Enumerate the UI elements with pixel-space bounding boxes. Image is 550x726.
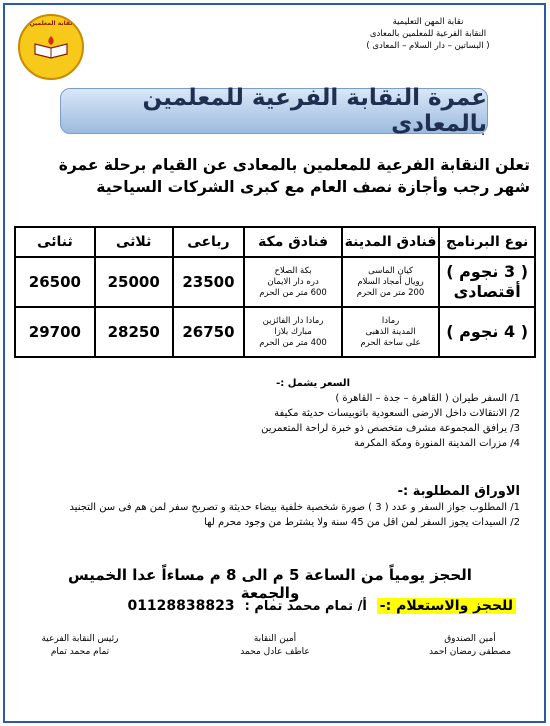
hotel-name: مبارك بلازا <box>274 326 312 337</box>
quad-price: 26750 <box>173 307 245 357</box>
signature-president <box>20 633 140 659</box>
madina-hotel-cell <box>342 257 440 307</box>
double-price: 26500 <box>15 257 95 307</box>
includes-item: 2/ الانتقالات داخل الارضى السعودية باتوبيسات حديثة مكيفة <box>274 408 520 419</box>
program-price-table <box>14 226 536 358</box>
signature-treasurer <box>410 633 530 659</box>
signature-title: أمين الصندوق <box>444 634 496 644</box>
signature-name: عاطف عادل محمد <box>240 647 310 657</box>
program-type-cell <box>439 307 535 357</box>
hotel-distance: على ساحة الحرم <box>360 337 421 348</box>
double-price: 29700 <box>15 307 95 357</box>
program-stars: ( 3 نجوم ) <box>446 262 529 281</box>
inquiry-contact-name: أ/ تمام محمد تمام : <box>244 598 367 614</box>
madina-hotel-cell <box>342 307 440 357</box>
hotel-distance: 400 متر من الحرم <box>259 337 327 348</box>
signature-name: مصطفى رمضان احمد <box>428 647 512 657</box>
triple-price: 25000 <box>95 257 173 307</box>
header-madina-hotels: فنادق المدينة <box>342 227 440 257</box>
logo-text: نقابة المعلمين <box>29 20 73 27</box>
triple-price: 28250 <box>95 307 173 357</box>
documents-title: الاوراق المطلوبة :- <box>397 484 520 499</box>
price-includes-section <box>100 376 520 451</box>
org-line-1: نقابة المهن التعليمية <box>392 17 464 27</box>
hotel-distance: 600 متر من الحرم <box>259 287 327 298</box>
hotel-name: رمادا <box>381 315 400 326</box>
booking-hours: الحجز يومياً من الساعة 5 م الى 8 م مساءاً عدا الخميس والجمعة <box>68 566 472 602</box>
documents-item: 1/ المطلوب جواز السفر و عدد ( 3 ) صورة شخصية خلفية بيضاء حديثة و تصريح سفر لمن هم فى سن التجنيد <box>69 502 520 513</box>
org-line-2: النقابة الفرعية للمعلمين بالمعادى <box>369 29 487 39</box>
intro-line-2: شهر رجب وأجازة نصف العام مع كبرى الشركات السياحية <box>96 178 530 196</box>
signature-secretary <box>215 633 335 659</box>
announcement-intro <box>40 154 530 198</box>
header-triple: ثلاثى <box>95 227 173 257</box>
header-quad: رباعى <box>173 227 245 257</box>
title-banner <box>60 85 488 137</box>
includes-item: 4/ مزرات المدينة المنورة ومكة المكرمة <box>354 438 520 449</box>
org-line-3: ( البساتين – دار السلام – المعادى ) <box>366 41 490 51</box>
header-makka-hotels: فنادق مكة <box>244 227 341 257</box>
includes-item: 1/ السفر طيران ( القاهرة – جدة – القاهرة ) <box>335 393 520 404</box>
union-logo <box>18 14 84 80</box>
table-header-row <box>15 227 535 257</box>
hotel-name: رويال أمجاد السلام <box>357 276 424 287</box>
signature-name: تمام محمد تمام <box>50 647 110 657</box>
intro-line-1: تعلن النقابة الفرعية للمعلمين بالمعادى عن القيام برحلة عمرة <box>58 156 530 174</box>
hotel-name: كيان الماسى <box>368 265 413 276</box>
hotel-name: رمادا دار الفائزين <box>262 315 324 326</box>
program-type-cell <box>439 257 535 307</box>
inquiry-label: للحجز والاستعلام :- <box>377 598 516 614</box>
banner-title: عمرة النقابة الفرعية للمعلمين بالمعادى <box>142 85 487 137</box>
book-lamp-icon <box>33 34 69 60</box>
organization-header <box>328 16 528 52</box>
makka-hotel-cell <box>244 307 341 357</box>
makka-hotel-cell <box>244 257 341 307</box>
signature-title: أمين النقابة <box>253 634 297 644</box>
hotel-distance: 200 متر من الحرم <box>356 287 425 298</box>
table-row <box>15 307 535 357</box>
quad-price: 23500 <box>173 257 245 307</box>
header-double: ثنائى <box>15 227 95 257</box>
includes-title: السعر يشمل :- <box>276 378 350 389</box>
signature-title: رئيس النقابة الفرعية <box>41 634 119 644</box>
inquiry-line <box>127 598 516 614</box>
inquiry-phone[interactable]: 01128838823 <box>127 598 235 614</box>
header-program-type: نوع البرنامج <box>439 227 535 257</box>
documents-item: 2/ السيدات يجوز السفر لمن اقل من 45 سنة ولا يشترط من وجود محرم لها <box>204 517 520 528</box>
documents-section <box>50 500 520 530</box>
program-stars: ( 4 نجوم ) <box>446 322 529 341</box>
hotel-name: بكة الصلاح <box>274 265 312 276</box>
program-class: أقتصادى <box>453 282 521 301</box>
hotel-name: دره دار الايمان <box>267 276 319 287</box>
table-row <box>15 257 535 307</box>
includes-item: 3/ يرافق المجموعة مشرف متخصص ذو خبرة لراحة المتعمرين <box>261 423 520 434</box>
hotel-name: المدينة الذهبى <box>365 326 416 337</box>
